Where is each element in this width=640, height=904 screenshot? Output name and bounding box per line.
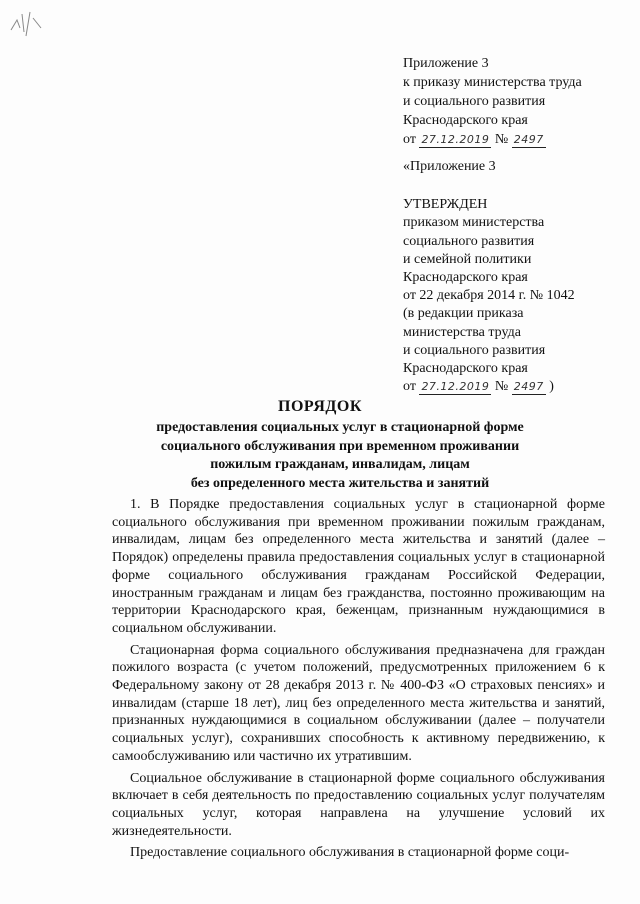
approval-line: социального развития [403, 233, 535, 249]
approval-line: и социального развития [403, 342, 546, 358]
approval-line: министерства труда [403, 324, 521, 340]
date-prefix: от [403, 379, 416, 395]
approval-line: от 22 декабря 2014 г. № 1042 [403, 288, 575, 304]
approval-date-line [403, 378, 575, 396]
handwritten-number: 2497 [512, 130, 546, 149]
paragraph: 1. В Порядке предоставления социальных услуг в стационарной форме социального обслуживания при временном проживании пожилым гражданам, инвалидам, лицам без определенного места жительства и занятий (далее – Порядок) определены правила предоставления социальных услуг в стационарной форме социального обслуживания гражданам Российской Федерации, иностранным гражданам и лицам без гражданства, постоянно проживающим на территории Краснодарского края, беженцам, признанным нуждающимися в социальном обслуживании. [112, 497, 605, 636]
approval-block [403, 158, 575, 396]
date-prefix: от [403, 132, 416, 147]
subtitle-line: пожилым гражданам, инвалидам, лицам [210, 457, 470, 472]
approved-heading: УТВЕРЖДЕН [403, 197, 488, 213]
appendix-reference: «Приложение 3 [403, 159, 496, 174]
paragraph: Стационарная форма социального обслуживания предназначена для граждан пожилого возраста (с учетом положений, предусмотренных приложением 6 к Федеральному закону от 28 декабря 2013 г. № 400-ФЗ «О страховых пенсиях» и инвалидам (старше 18 лет), лиц без определенного места жительства и занятий, признанных нуждающимися в социальном обслуживании (далее – получатели социальных услуг), сохранивших способность к активному передвижению, к самообслуживанию или частично их утратившим. [112, 642, 605, 764]
approval-line: Краснодарского края [403, 270, 528, 286]
paragraph: Предоставление социального обслуживания в стационарной форме соци- [130, 845, 570, 861]
paragraph: Социальное обслуживание в стационарной форме социального обслуживания включает в себя деятельность по предоставлению социальных услуг получателям социальных услуг, которая направлена на улучшение условий их жизнедеятельности. [112, 770, 605, 839]
appendix-line: Краснодарского края [403, 113, 528, 128]
approval-details [403, 214, 575, 396]
handwritten-scribble-mark-icon [8, 6, 48, 40]
subtitle-line: социального обслуживания при временном проживании [160, 438, 520, 454]
handwritten-number: 2497 [512, 378, 546, 396]
subtitle-line: без определенного места жительства и занятий [190, 475, 490, 491]
number-prefix: № [494, 379, 509, 395]
document-body [112, 496, 605, 862]
subtitle-line: предоставления социальных услуг в стационарной форме [156, 420, 524, 435]
approval-line: (в редакции приказа [403, 306, 524, 322]
approval-line: приказом министерства [403, 215, 545, 231]
handwritten-date: 27.12.2019 [419, 130, 491, 149]
handwritten-date: 27.12.2019 [419, 378, 491, 396]
appendix-line: и социального развития [403, 94, 546, 109]
number-prefix: № [494, 132, 509, 147]
appendix-date-line [403, 130, 582, 149]
appendix-line: Приложение 3 [403, 56, 489, 71]
closing-bracket: ) [549, 379, 554, 395]
appendix-line: к приказу министерства труда [403, 75, 582, 90]
document-title: ПОРЯДОК [278, 398, 362, 415]
document-subtitle [140, 419, 540, 493]
approval-line: Краснодарского края [403, 361, 528, 377]
approval-line: и семейной политики [403, 251, 532, 267]
appendix-header [403, 54, 582, 149]
